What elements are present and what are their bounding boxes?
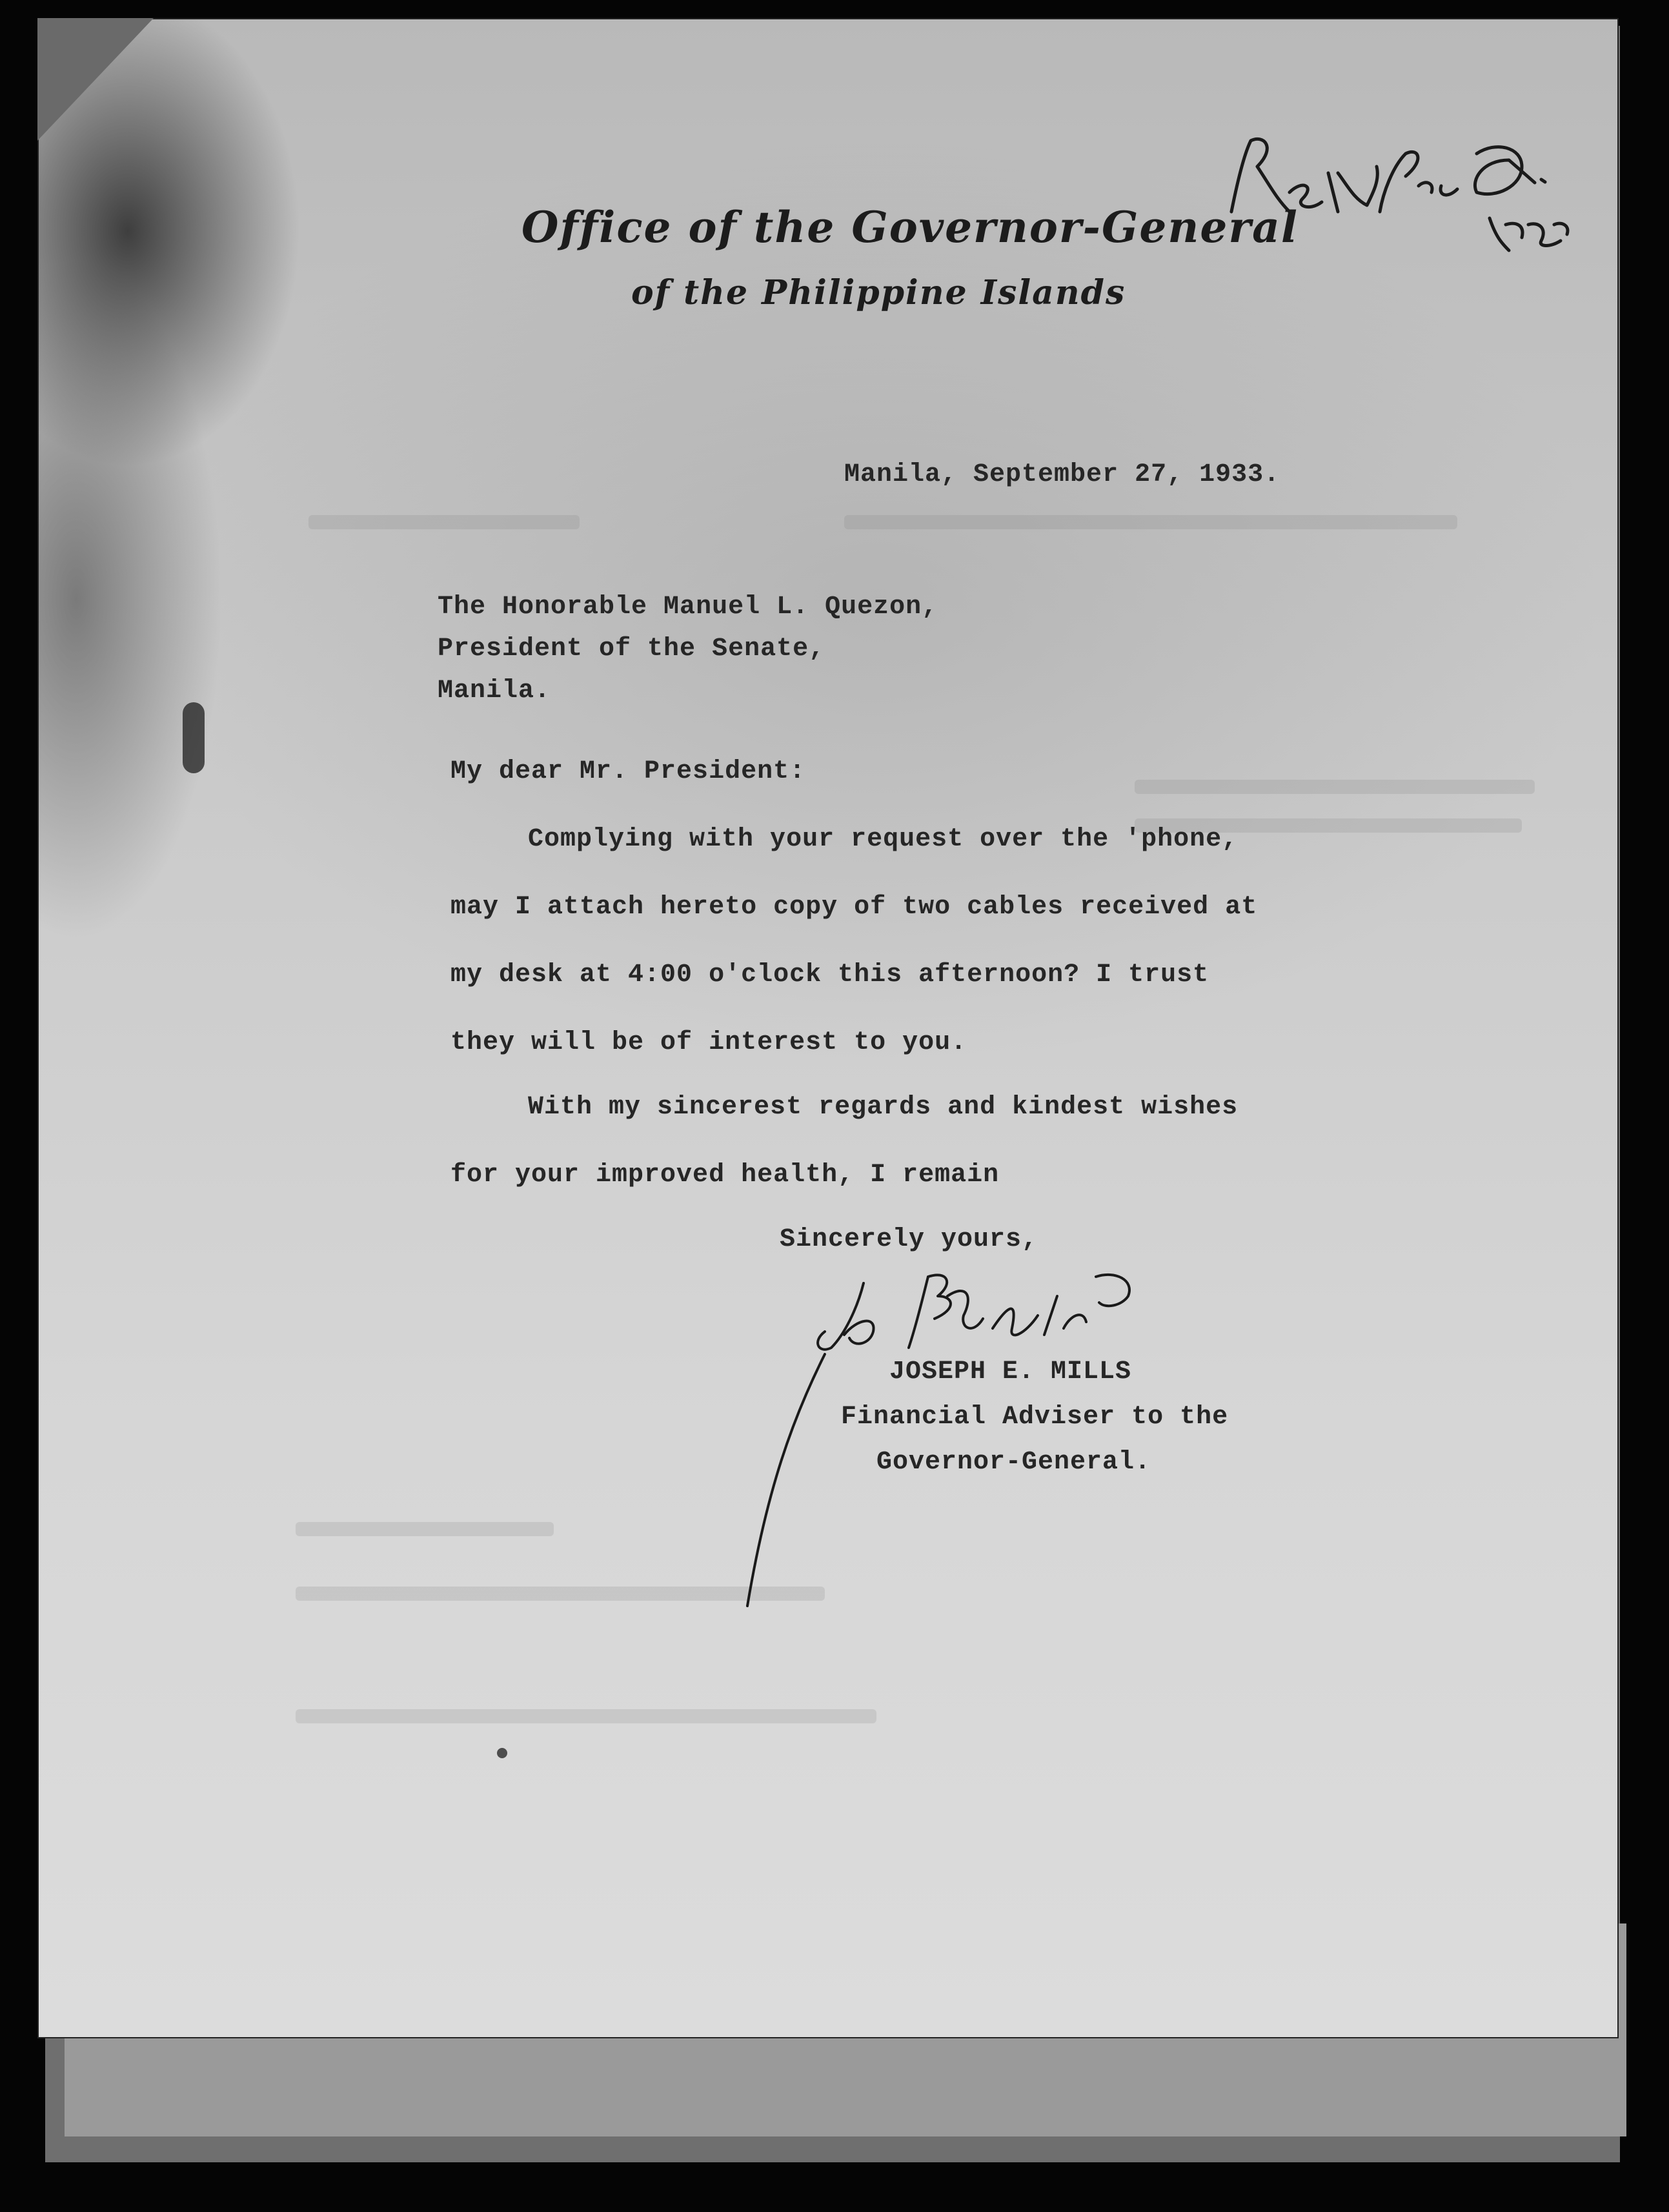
ink-stain [183,702,205,773]
letter-page [37,18,1619,2038]
salutation: My dear Mr. President: [450,757,806,786]
ink-dot [497,1748,507,1758]
bleed-through-line [296,1709,876,1723]
closing: Sincerely yours, [780,1225,1038,1254]
body-line: for your improved health, I remain [450,1161,1000,1190]
body-line: they will be of interest to you. [450,1028,967,1057]
addressee-line: Manila. [438,676,551,705]
signatory-title: Governor-General. [876,1448,1151,1477]
bleed-through-line [309,515,580,529]
body-line: my desk at 4:00 o'clock this afternoon? I trust [450,960,1209,989]
body-line: With my sincerest regards and kindest wishes [528,1093,1239,1122]
handwritten-annotation [1219,115,1580,263]
date-line: Manila, September 27, 1933. [844,460,1280,489]
signatory-name: JOSEPH E. MILLS [889,1357,1132,1386]
bleed-through-line [844,515,1457,529]
addressee-line: President of the Senate, [438,634,825,664]
letterhead-title: Office of the Governor-General [521,202,1299,252]
letterhead-subtitle: of the Philippine Islands [631,273,1126,312]
bleed-through-line [1135,780,1535,794]
handwritten-signature [734,1257,1354,1619]
body-line: Complying with your request over the 'phone, [528,825,1239,854]
handwritten-note-text: Rec'd by Pres Q. 9/26 [1219,115,1224,116]
bleed-through-line [296,1522,554,1536]
body-line: may I attach hereto copy of two cables received at [450,893,1258,922]
signatory-title: Financial Adviser to the [841,1403,1229,1432]
folded-corner [37,18,154,141]
addressee-line: The Honorable Manuel L. Quezon, [438,593,938,622]
